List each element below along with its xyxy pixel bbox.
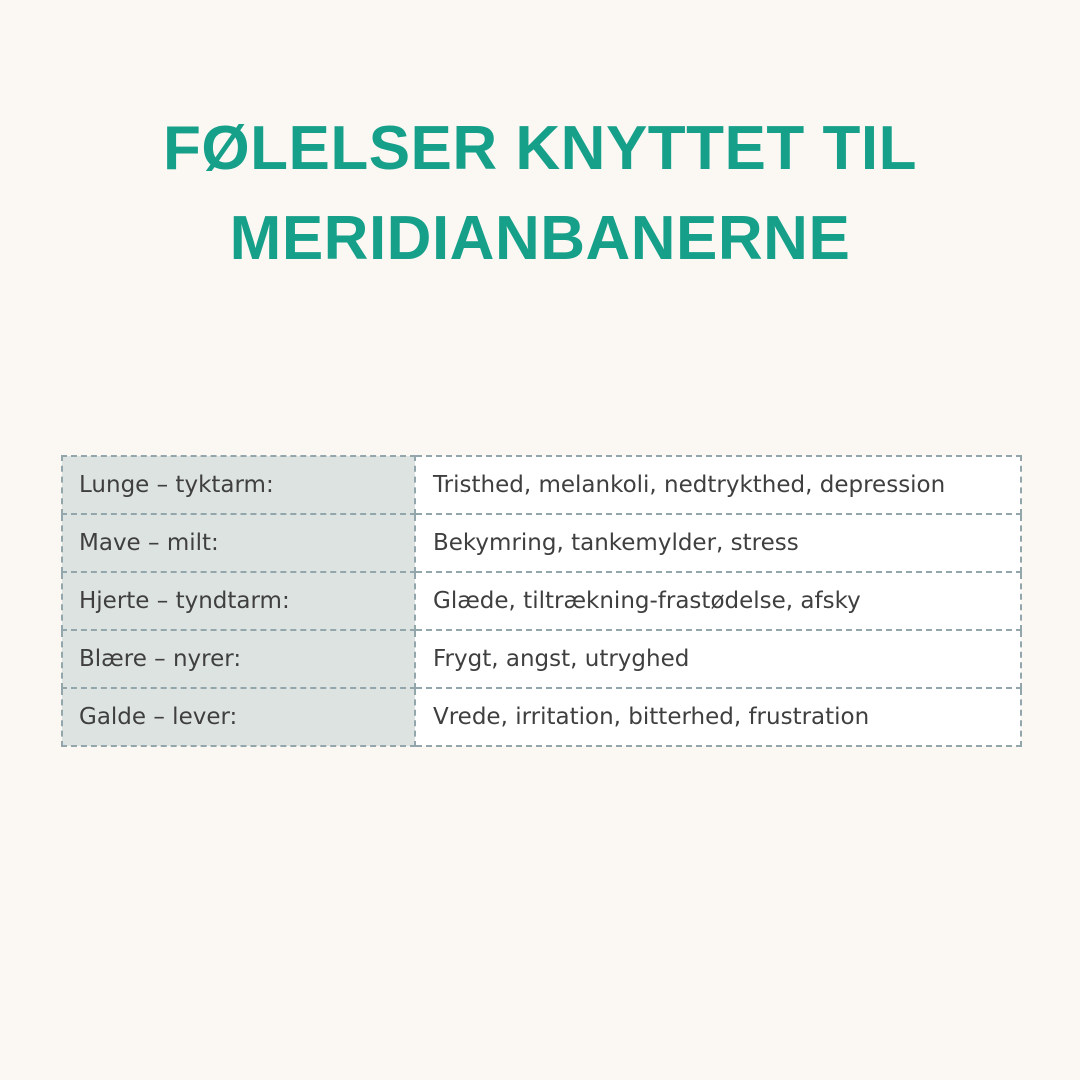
table-row [62,456,1021,514]
emotions-cell: Frygt, angst, utryghed [415,630,1021,688]
emotions-cell: Tristhed, melankoli, nedtrykthed, depression [415,456,1021,514]
title-line-1: FØLELSER KNYTTET TIL [163,114,917,183]
meridian-cell: Galde – lever: [62,688,415,746]
table-row [62,688,1021,746]
emotions-cell: Bekymring, tankemylder, stress [415,514,1021,572]
table-row [62,572,1021,630]
meridian-cell: Mave – milt: [62,514,415,572]
meridian-cell: Lunge – tyktarm: [62,456,415,514]
table-row [62,514,1021,572]
meridian-emotions-table [61,455,1022,747]
emotions-cell: Glæde, tiltrækning-frastødelse, afsky [415,572,1021,630]
meridian-cell: Hjerte – tyndtarm: [62,572,415,630]
emotions-cell: Vrede, irritation, bitterhed, frustration [415,688,1021,746]
meridian-cell: Blære – nyrer: [62,630,415,688]
table-row [62,630,1021,688]
page-title [0,104,1080,284]
title-line-2: MERIDIANBANERNE [229,204,851,273]
